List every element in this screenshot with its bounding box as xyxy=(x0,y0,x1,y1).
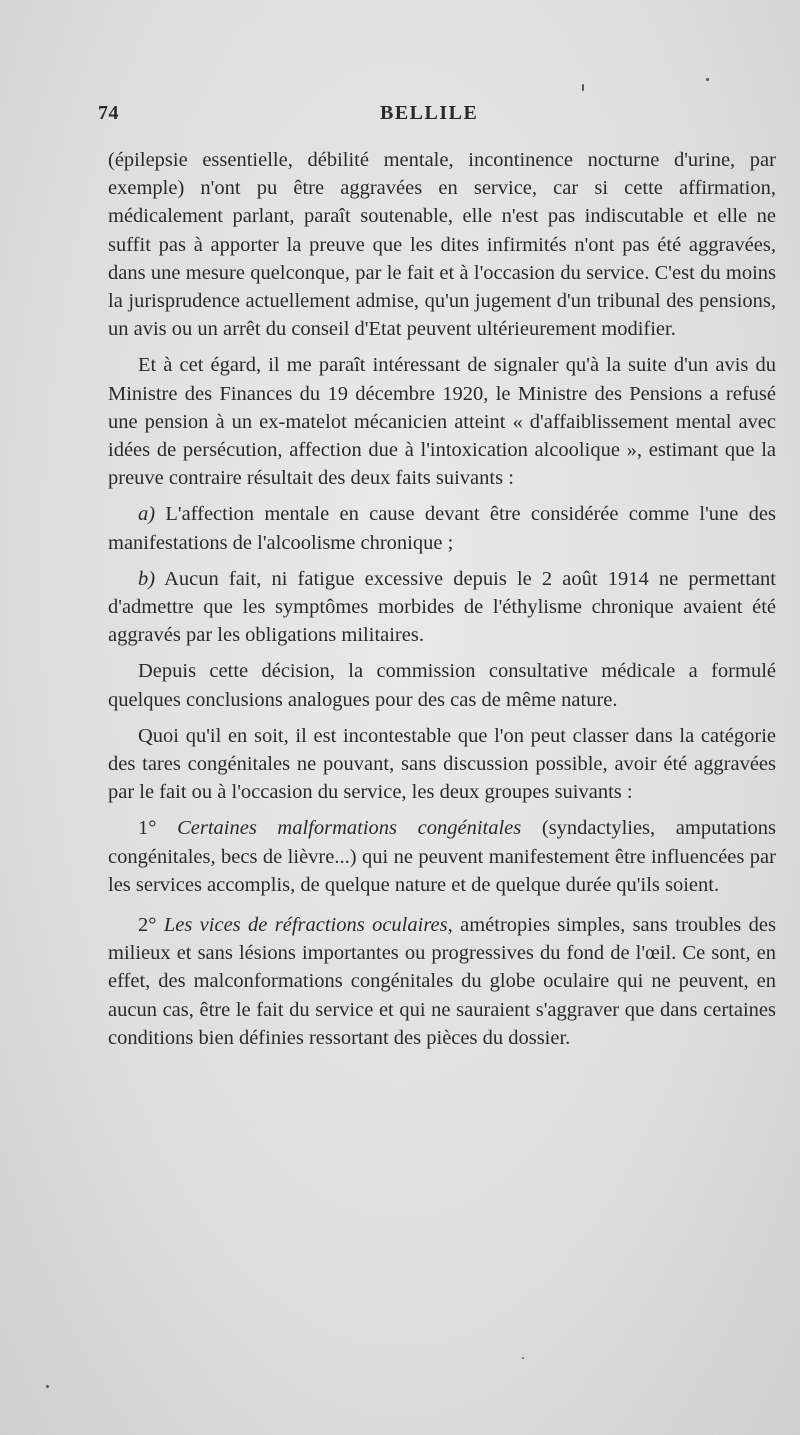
page-header xyxy=(98,102,738,132)
scan-speck xyxy=(582,84,584,91)
list-item-label: a) xyxy=(138,503,156,526)
list-item-label: 1° xyxy=(138,817,157,840)
running-title: BELLILE xyxy=(380,102,479,124)
list-item-1 xyxy=(108,814,776,899)
paragraph-pension-case: Et à cet égard, il me paraît intéressant de signaler qu'à la suite d'un avis du Ministre des Finances du 19 décembre 1920, le Ministre des Pensions a refusé une pension à un ex-matelot mécanicien atteint « d'affaiblissement mental avec idées de persécution, affection due à l'intoxication alcoolique », estimant que la preuve contraire résultait des deux faits suivants : xyxy=(108,354,776,490)
list-item-emphasis: Les vices de réfractions oculaires xyxy=(156,914,448,937)
scan-speck xyxy=(706,78,709,81)
paragraph-commission: Depuis cette décision, la commission consultative médicale a formulé quelques conclusions analogues pour des cas de même nature. xyxy=(108,660,776,711)
list-item-2 xyxy=(108,911,776,1052)
paragraph-classification: Quoi qu'il en soit, il est incontestable que l'on peut classer dans la catégorie des tares congénitales ne pouvant, sans discussion possible, avoir été aggravées par le fait ou à l'occasion du service, les deux groupes suivants : xyxy=(108,724,776,804)
list-item-text: , amétropies simples, sans troubles des milieux et sans lésions importantes ou progressives du fond de l'œil. Ce sont, en effet, des malconformations congénitales du globe oculaire qui ne peuvent, en aucun cas, être le fait du service et qui ne sauraient s'aggraver que dans certaines conditions bien définies ressortant des pièces du dossier. xyxy=(108,914,776,1049)
list-item-text: L'affection mentale en cause devant être considérée comme l'une des manifestations de l'alcoolisme chronique ; xyxy=(108,503,776,554)
paragraph-continuation: (épilepsie essentielle, débilité mentale, incontinence nocturne d'urine, par exemple) n'ont pu être aggravées en service, car si cette affirmation, médicalement parlant, paraît soutenable, elle n'est pas indiscutable et elle ne suffit pas à apporter la preuve que les dites infirmités n'ont pas été aggravées, dans une mesure quelconque, par le fait et à l'occasion du service. C'est du moins la jurisprudence actuellement admise, qu'un jugement d'un tribunal des pensions, un avis ou un arrêt du conseil d'Etat peuvent ultérieurement modifier. xyxy=(108,149,776,341)
page-number: 74 xyxy=(98,102,119,124)
list-item-a xyxy=(108,500,776,556)
list-item-emphasis: Certaines malformations congénitales xyxy=(156,817,522,840)
list-item-b xyxy=(108,565,776,650)
scan-speck xyxy=(522,1357,524,1359)
list-item-text: Aucun fait, ni fatigue excessive depuis le 2 août 1914 ne permettant d'admettre que les symptômes morbides de l'éthylisme chronique avaient été aggravés par les obligations militaires. xyxy=(108,567,776,647)
body-text xyxy=(108,146,776,1052)
list-item-label: b) xyxy=(138,567,156,590)
list-item-label: 2° xyxy=(138,914,157,937)
scan-speck xyxy=(46,1385,49,1388)
list-item-text: (syndactylies, amputations congénitales, becs de lièvre...) qui ne peuvent manifestement être influencées par les services accomplis, de quelque nature et de quelque durée qu'ils soient. xyxy=(108,817,776,896)
